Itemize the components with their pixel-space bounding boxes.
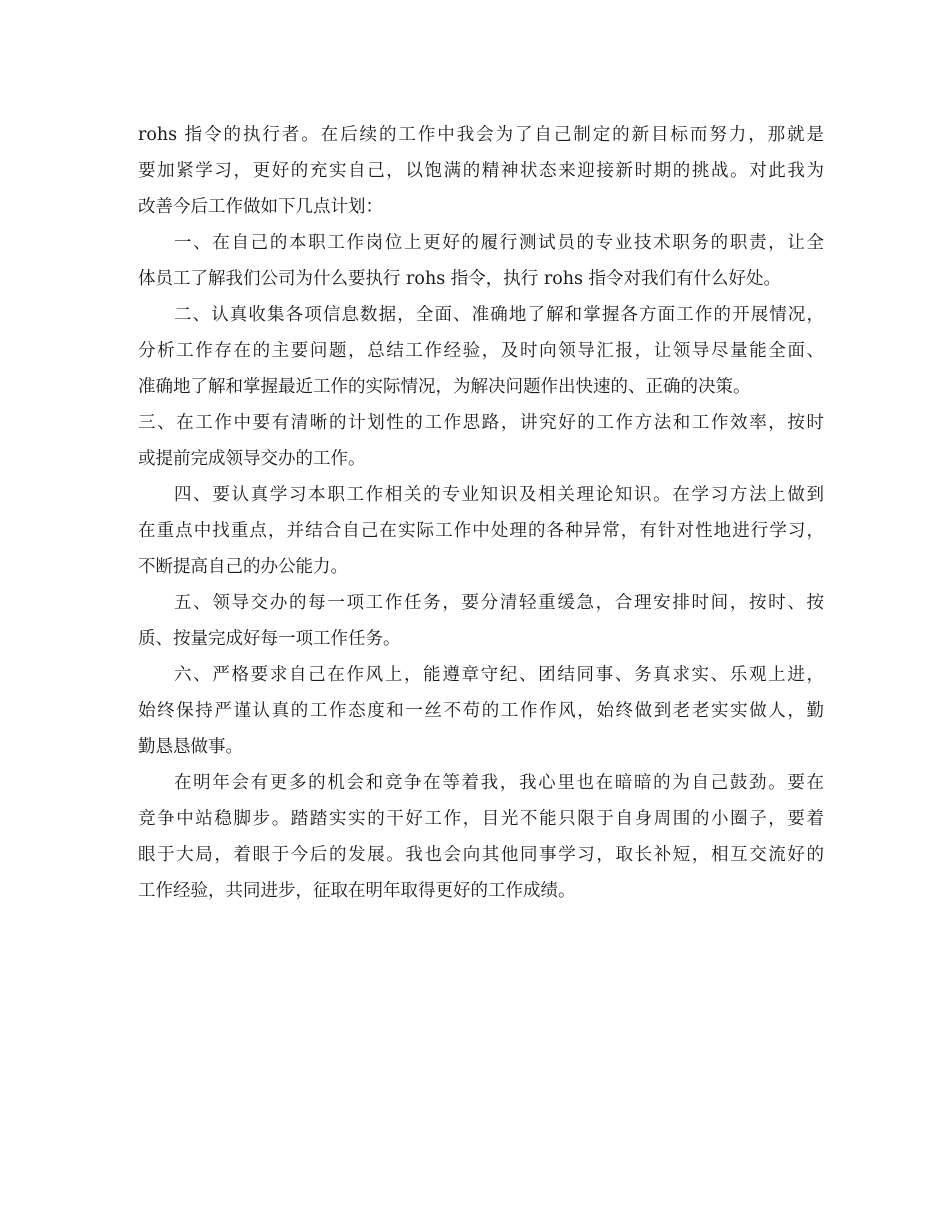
text-line: 四、要认真学习本职工作相关的专业知识及相关理论知识。在学习方法上做到: [174, 485, 824, 505]
text-line: rohs 指令的执行者。在后续的工作中我会为了自己制定的新目标而努力，那就是: [138, 125, 824, 145]
text-line: 准确地了解和掌握最近工作的实际情况，为解决问题作出快速的、正确的决策。: [138, 377, 751, 397]
text-line: 三、在工作中要有清晰的计划性的工作思路，讲究好的工作方法和工作效率，按时: [138, 413, 824, 433]
text-line: 勤恳恳做事。: [138, 737, 243, 757]
text-line: 竞争中站稳脚步。踏踏实实的干好工作，目光不能只限于自身周围的小圈子，要着: [138, 809, 824, 829]
text-line: 眼于大局，着眼于今后的发展。我也会向其他同事学习，取长补短，相互交流好的: [138, 845, 824, 865]
text-line: 不断提高自己的办公能力。: [138, 557, 348, 577]
text-line: 始终保持严谨认真的工作态度和一丝不苟的工作作风，始终做到老老实实做人，勤: [138, 701, 824, 721]
text-line: 要加紧学习，更好的充实自己，以饱满的精神状态来迎接新时期的挑战。对此我为: [138, 161, 824, 181]
text-line: 改善今后工作做如下几点计划：: [138, 197, 383, 217]
text-line: 或提前完成领导交办的工作。: [138, 449, 366, 469]
text-line: 工作经验，共同进步，征取在明年取得更好的工作成绩。: [138, 881, 576, 901]
text-line: 体员工了解我们公司为什么要执行 rohs 指令，执行 rohs 指令对我们有什么好处。: [138, 269, 782, 289]
text-line: 质、按量完成好每一项工作任务。: [138, 629, 401, 649]
text-line: 六、严格要求自己在作风上，能遵章守纪、团结同事、务真求实、乐观上进，: [174, 665, 824, 685]
text-line: 分析工作存在的主要问题，总结工作经验，及时向领导汇报，让领导尽量能全面、: [138, 341, 824, 361]
text-line: 二、认真收集各项信息数据，全面、准确地了解和掌握各方面工作的开展情况，: [174, 305, 824, 325]
text-line: 在重点中找重点，并结合自己在实际工作中处理的各种异常，有针对性地进行学习，: [138, 521, 824, 541]
document-body: [138, 117, 824, 909]
text-line: 一、在自己的本职工作岗位上更好的履行测试员的专业技术职务的职责，让全: [174, 233, 824, 253]
text-line: 五、领导交办的每一项工作任务，要分清轻重缓急，合理安排时间，按时、按: [174, 593, 824, 613]
text-line: 在明年会有更多的机会和竞争在等着我，我心里也在暗暗的为自己鼓劲。要在: [174, 773, 824, 793]
